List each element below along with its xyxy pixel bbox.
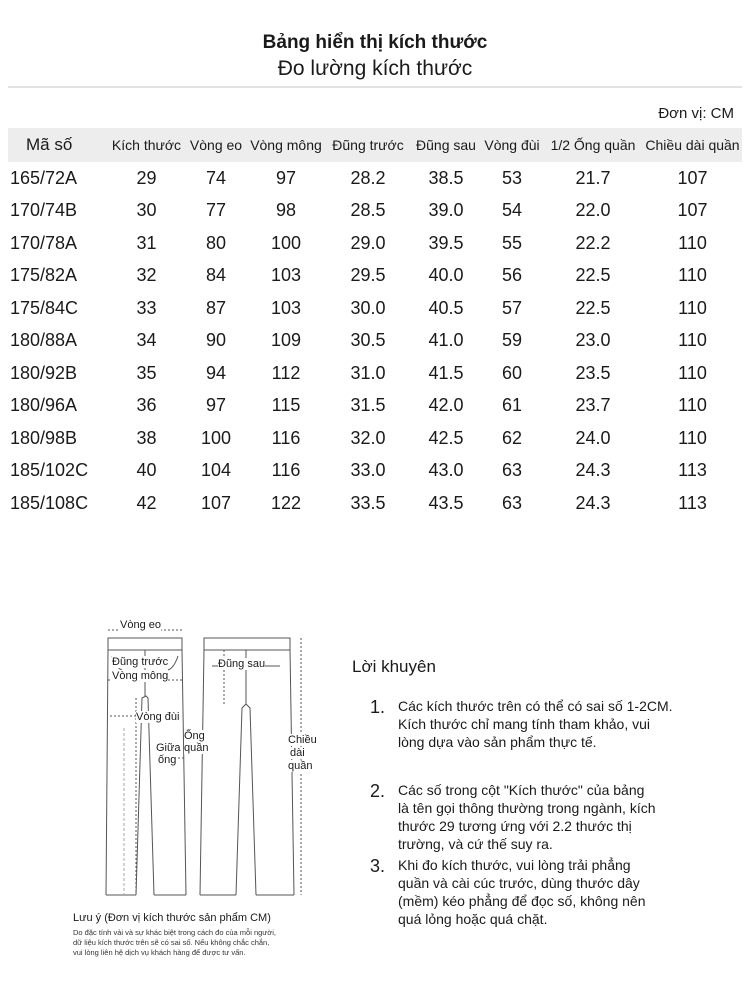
table-cell: 53 <box>501 167 523 188</box>
table-cell: 32 <box>136 265 157 286</box>
table-cell: 29.0 <box>350 232 386 253</box>
size-code-cell: 175/82A <box>10 265 78 286</box>
table-cell: 60 <box>501 362 523 383</box>
table-cell: 100 <box>270 232 302 253</box>
table-cell: 21.7 <box>575 167 611 188</box>
table-row <box>8 227 742 260</box>
back-outseam-right <box>290 650 294 895</box>
table-cell: 74 <box>205 167 227 188</box>
table-row <box>8 455 742 488</box>
tip-line: (mềm) kéo phẳng để đọc số, không nên <box>398 893 646 909</box>
table-cell: 40.0 <box>428 265 464 286</box>
table-cell: 94 <box>205 362 227 383</box>
size-code-cell: 185/102C <box>10 460 89 481</box>
table-row <box>8 325 742 358</box>
table-cell: 40 <box>136 460 157 481</box>
table-cell: 90 <box>205 330 227 351</box>
table-row <box>8 390 742 423</box>
column-header: Chiều dài quần <box>645 137 740 153</box>
table-cell: 23.0 <box>575 330 611 351</box>
unit-label: Đơn vị: CM <box>658 105 734 122</box>
front-outseam-right <box>182 650 186 895</box>
table-cell: 31 <box>136 232 157 253</box>
pants-diagram <box>96 608 336 903</box>
size-code-cell: 185/108C <box>10 492 89 513</box>
table-cell: 57 <box>501 297 523 318</box>
table-cell: 39.5 <box>428 232 464 253</box>
table-cell: 28.2 <box>350 167 386 188</box>
table-cell: 103 <box>270 265 302 286</box>
table-row <box>8 195 742 228</box>
table-cell: 40.5 <box>428 297 464 318</box>
tip-text <box>398 781 656 853</box>
table-cell: 113 <box>678 492 707 513</box>
table-cell: 41.5 <box>428 362 464 383</box>
front-pocket-right <box>168 656 178 670</box>
table-cell: 42.0 <box>428 395 464 416</box>
label-hem-2: quần <box>184 742 209 754</box>
table-cell: 22.5 <box>575 297 611 318</box>
table-cell: 43.5 <box>428 492 464 513</box>
table-cell: 41.0 <box>428 330 464 351</box>
size-code-cell: 180/96A <box>10 395 78 416</box>
table-cell: 33.0 <box>350 460 386 481</box>
table-cell: 31.0 <box>350 362 386 383</box>
note-title: Lưu ý (Đơn vị kích thước sản phẩm CM) <box>73 912 271 924</box>
tip-item <box>370 856 710 928</box>
size-code-cell: 170/74B <box>10 200 78 221</box>
table-cell: 24.3 <box>575 460 611 481</box>
label-length-3: quần <box>288 760 313 772</box>
page-subtitle: Đo lường kích thước <box>277 57 473 80</box>
tip-line: Khi đo kích thước, vui lòng trải phẳng <box>398 857 631 873</box>
label-waist: Vòng eo <box>120 619 161 631</box>
tip-line: thước 29 tương ứng với 2.2 thước thị <box>398 818 632 834</box>
table-cell: 32.0 <box>350 427 386 448</box>
back-outseam-left <box>200 650 204 895</box>
table-cell: 107 <box>677 200 708 221</box>
tip-line: Các số trong cột "Kích thước" của bảng <box>398 782 645 798</box>
table-cell: 36 <box>136 395 157 416</box>
table-cell: 39.0 <box>428 200 464 221</box>
tip-number: 3. <box>370 856 386 876</box>
table-row <box>8 292 742 325</box>
label-front-rise: Đũng trước <box>112 656 169 668</box>
table-header <box>8 128 742 162</box>
page-title: Bảng hiển thị kích thước <box>262 32 488 53</box>
front-outseam-left <box>106 650 108 895</box>
note-line: vui lòng liên hệ dịch vụ khách hàng để được tư vấn. <box>73 948 246 957</box>
table-cell: 22.2 <box>575 232 611 253</box>
table-cell: 107 <box>677 167 708 188</box>
table-cell: 63 <box>501 460 523 481</box>
column-header: Vòng đùi <box>484 137 540 153</box>
label-length-1: Chiều <box>288 734 317 746</box>
table-row <box>8 260 742 293</box>
label-mid-leg-1: Giữa <box>156 742 181 754</box>
table-cell: 116 <box>271 427 301 448</box>
table-cell: 59 <box>501 330 523 351</box>
table-row <box>8 162 742 195</box>
table-cell: 42.5 <box>428 427 464 448</box>
label-hem-1: Ống <box>184 730 205 742</box>
table-cell: 42 <box>136 492 157 513</box>
table-row <box>8 487 742 520</box>
table-cell: 63 <box>501 492 523 513</box>
note-body <box>73 928 343 958</box>
label-hip: Vòng mông <box>112 670 169 682</box>
size-code-cell: 180/98B <box>10 427 78 448</box>
tip-line: trường, và cứ thế suy ra. <box>398 836 553 852</box>
tip-line: lòng dựa vào sản phẩm thực tế. <box>398 734 597 750</box>
table-cell: 110 <box>678 297 707 318</box>
tip-line: quá lỏng hoặc quá chặt. <box>398 911 548 927</box>
column-header: Vòng eo <box>189 137 243 153</box>
column-header: Đũng trước <box>332 137 404 153</box>
table-cell: 110 <box>678 395 707 416</box>
tip-number: 1. <box>370 697 386 717</box>
back-inseam <box>236 704 256 895</box>
size-code-cell: 175/84C <box>10 297 79 318</box>
note-line: dữ liệu kích thước trên sẽ có sai số. Nếu không chắc chắn, <box>73 938 270 947</box>
table-cell: 116 <box>271 460 301 481</box>
size-code-cell: 180/88A <box>10 330 78 351</box>
divider <box>8 86 742 88</box>
tip-text <box>398 856 646 928</box>
size-code-cell: 180/92B <box>10 362 78 383</box>
table-cell: 84 <box>205 265 227 286</box>
table-cell: 38.5 <box>428 167 464 188</box>
table-cell: 22.5 <box>575 265 611 286</box>
table-cell: 23.5 <box>575 362 611 383</box>
column-header: Đũng sau <box>416 137 476 153</box>
table-cell: 110 <box>678 265 707 286</box>
table-cell: 61 <box>501 395 523 416</box>
label-mid-leg-2: ống <box>158 754 177 766</box>
table-cell: 29 <box>136 167 157 188</box>
size-code-cell: 165/72A <box>10 167 78 188</box>
tip-text <box>398 697 673 751</box>
table-cell: 110 <box>678 232 707 253</box>
column-header: Kích thước <box>111 137 182 153</box>
table-cell: 113 <box>678 460 707 481</box>
table-cell: 110 <box>678 362 707 383</box>
tip-line: Kích thước chỉ mang tính tham khảo, vui <box>398 716 651 732</box>
table-cell: 97 <box>275 167 297 188</box>
table-cell: 23.7 <box>575 395 611 416</box>
note-line: Do đặc tính vải và sự khác biệt trong cách đo của mỗi người, <box>73 928 276 937</box>
tip-number: 2. <box>370 781 386 801</box>
table-cell: 22.0 <box>575 200 611 221</box>
table-cell: 31.5 <box>350 395 386 416</box>
table-cell: 55 <box>501 232 523 253</box>
table-cell: 103 <box>270 297 302 318</box>
table-cell: 33.5 <box>350 492 386 513</box>
table-body <box>8 162 742 520</box>
tips-title: Lời khuyên <box>352 657 436 676</box>
tip-item <box>370 781 710 853</box>
table-cell: 112 <box>271 362 301 383</box>
tip-line: là tên gọi thông thường trong ngành, kích <box>398 800 656 816</box>
size-code-cell: 170/78A <box>10 232 78 253</box>
table-cell: 77 <box>205 200 227 221</box>
size-table <box>8 128 742 520</box>
column-header: Vòng mông <box>250 137 322 153</box>
column-header: Mã số <box>26 135 73 154</box>
column-header: 1/2 Ống quần <box>550 137 636 153</box>
front-waistband <box>108 638 182 650</box>
table-cell: 38 <box>136 427 157 448</box>
label-back-rise: Đũng sau <box>218 658 266 670</box>
table-cell: 97 <box>205 395 227 416</box>
table-cell: 34 <box>136 330 157 351</box>
table-cell: 100 <box>200 427 232 448</box>
label-length-2: dài <box>290 747 305 759</box>
table-cell: 115 <box>271 395 301 416</box>
front-inseam <box>136 696 154 895</box>
table-cell: 28.5 <box>350 200 386 221</box>
table-cell: 109 <box>270 330 302 351</box>
table-cell: 110 <box>678 330 707 351</box>
tip-line: Các kích thước trên có thể có sai số 1-2CM. <box>398 698 673 714</box>
table-cell: 122 <box>270 492 302 513</box>
table-cell: 104 <box>200 460 232 481</box>
table-cell: 107 <box>200 492 232 513</box>
table-cell: 110 <box>678 427 707 448</box>
tip-item <box>370 697 710 751</box>
table-cell: 24.0 <box>575 427 611 448</box>
back-waistband <box>204 638 290 650</box>
table-cell: 30 <box>136 200 157 221</box>
table-cell: 24.3 <box>575 492 611 513</box>
table-cell: 80 <box>205 232 227 253</box>
table-cell: 43.0 <box>428 460 464 481</box>
table-cell: 87 <box>205 297 227 318</box>
tip-line: quần và cài cúc trước, dùng thước dây <box>398 875 640 891</box>
table-cell: 30.0 <box>350 297 386 318</box>
table-cell: 98 <box>275 200 297 221</box>
table-cell: 33 <box>136 297 157 318</box>
table-cell: 29.5 <box>350 265 386 286</box>
table-row <box>8 357 742 390</box>
table-cell: 35 <box>136 362 157 383</box>
label-thigh: Vòng đùi <box>136 711 180 723</box>
table-row <box>8 422 742 455</box>
table-cell: 62 <box>501 427 523 448</box>
table-cell: 56 <box>501 265 523 286</box>
table-cell: 30.5 <box>350 330 386 351</box>
table-cell: 54 <box>501 200 523 221</box>
